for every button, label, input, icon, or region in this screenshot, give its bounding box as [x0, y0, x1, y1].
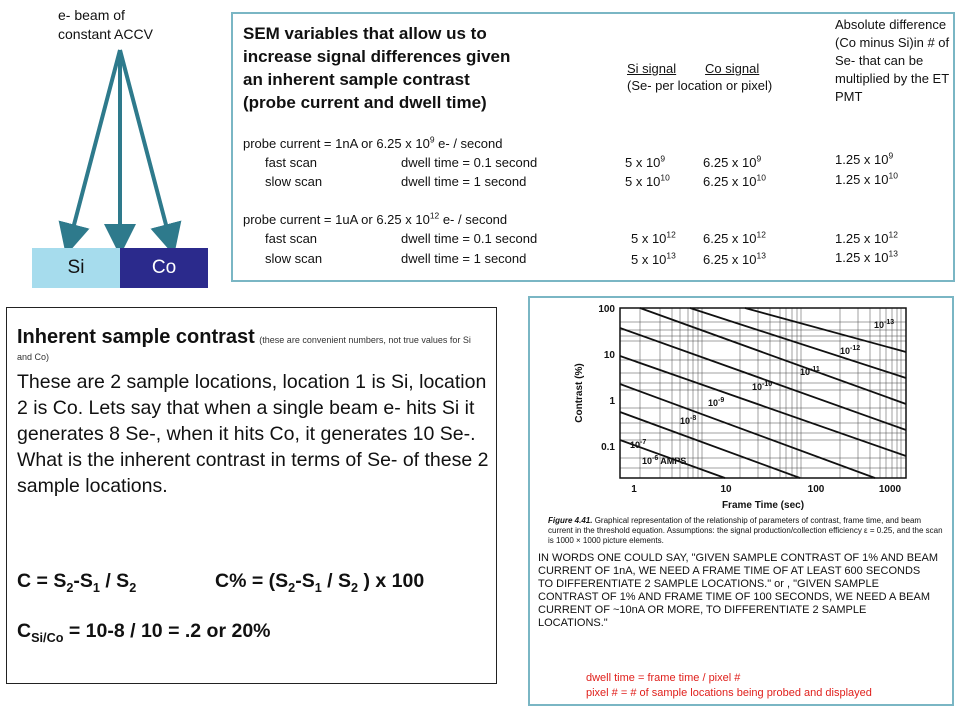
contrast-heading [17, 326, 487, 365]
label-e-6: $10^{-6}$ AMPS [642, 455, 687, 466]
row-1-co: 6.25 x $10^9$ [703, 153, 762, 170]
probe-current-2: probe current = 1uA or 6.25 x $10^{12}$ e- / second [243, 210, 508, 227]
row-2-diff: 1.25 x $10^{10}$ [835, 170, 898, 187]
contrast-body: These are 2 sample locations, location 1 is Si, location 2 is Co. Lets say that when a single beam e- hits Si it generates 8 Se-, when it hits Co, it generates 10 Se-. What is the inherent contrast in terms of Se- of these 2 sample locations. [17, 371, 489, 497]
x-tick-10: 10 [720, 484, 732, 495]
abs-difference-header: Absolute difference (Co minus Si)in # of Se- that can be multiplied by the ET PMT [835, 17, 950, 104]
sample-si: Si [32, 248, 120, 288]
sample-co: Co [120, 248, 208, 288]
y-tick-10: 10 [603, 350, 615, 361]
row-4-scan: slow scan [265, 251, 323, 266]
label-e-7: $10^{-7}$ [630, 439, 647, 450]
beam-label-line1: e- beam of [58, 7, 125, 23]
co-signal-header: Co signal [705, 61, 760, 76]
row-3-scan: fast scan [265, 231, 318, 246]
line-e-10 [620, 328, 906, 430]
label-e-11: $10^{-11}$ [800, 366, 820, 377]
in-words-note: IN WORDS ONE COULD SAY, "GIVEN SAMPLE CONTRAST OF 1% AND BEAM CURRENT OF 1nA, WE NEED A FRAME TIME OF AT LEAST 600 SECONDS TO DIFFERENTIATE 2 SAMPLE LOCATIONS." or , "GIVEN SAMPLE CONTRAST OF 1% AND FRAME TIME OF 100 SECONDS, WE NEED A BEAM CURRENT OF ~10nA OR MORE, TO DIFFERENTIATE 2 SAMPLE LOCATIONS." [538, 552, 938, 629]
row-3-si: 5 x $10^{12}$ [631, 229, 676, 246]
inherent-contrast-panel [6, 307, 497, 684]
row-4-diff: 1.25 x $10^{13}$ [835, 248, 898, 265]
x-tick-100: 100 [807, 484, 825, 495]
label-e-13: $10^{-13}$ [874, 319, 895, 330]
pixel-count-equation: pixel # = # of sample locations being probed and displayed [586, 687, 872, 699]
beam-arrow-right [120, 50, 170, 240]
label-e-9: $10^{-9}$ [708, 397, 725, 408]
row-4-co: 6.25 x $10^{13}$ [703, 250, 766, 267]
contrast-equation-1: $C = S_2-S_1 / S_2$ [17, 570, 137, 595]
contrast-title: Inherent sample contrast [17, 326, 255, 348]
figure-caption: Figure 4.41. Graphical representation of the relationship of parameters of contrast, frame time, and beam current in the threshold equation. Assumptions: the signal production/collection efficiency ε = 0.25, and the scan is 1000 × 1000 picture elements. [548, 516, 943, 545]
label-e-10: $10^{-10}$ [752, 381, 773, 392]
row-2-scan: slow scan [265, 174, 323, 189]
x-tick-1000: 1000 [878, 484, 902, 495]
current-lines [620, 308, 906, 478]
si-signal-header: Si signal [627, 61, 677, 76]
y-tick-100: 100 [598, 304, 615, 315]
y-axis-label: Contrast (%) [574, 363, 585, 423]
row-4-dwell: dwell time = 1 second [401, 251, 527, 266]
row-2-si: 5 x $10^{10}$ [625, 172, 670, 189]
contrast-note: (these are convenient numbers, not true values for Si and Co) [17, 335, 471, 362]
row-1-diff: 1.25 x $10^9$ [835, 150, 894, 167]
row-3-co: 6.25 x $10^{12}$ [703, 229, 766, 246]
label-e-8: $10^{-8}$ [680, 415, 697, 426]
threshold-plot [530, 298, 952, 528]
figure-panel [528, 296, 954, 706]
sem-title: SEM variables that allow us to increase signal differences given an inherent sample contrast (probe current and dwell time) [243, 24, 511, 112]
dwell-time-equation: dwell time = frame time / pixel # [586, 672, 741, 684]
signal-column-headers [627, 60, 772, 94]
row-1-dwell: dwell time = 0.1 second [401, 155, 538, 170]
contrast-equation-2: $C\% = (S_2-S_1 / S_2$ ) x 100 [215, 570, 425, 595]
label-e-12: $10^{-12}$ [840, 345, 861, 356]
row-3-diff: 1.25 x $10^{12}$ [835, 229, 898, 246]
row-4-si: 5 x $10^{13}$ [631, 250, 676, 267]
sem-variables-panel [231, 12, 955, 282]
signal-units: (Se- per location or pixel) [627, 78, 773, 93]
row-2-co: 6.25 x $10^{10}$ [703, 172, 766, 189]
beam-arrow-left [70, 50, 120, 240]
row-2-dwell: dwell time = 1 second [401, 174, 527, 189]
row-1-scan: fast scan [265, 155, 318, 170]
line-e-9 [620, 356, 906, 456]
probe-current-1: probe current = 1nA or 6.25 x $10^9$ e- / second [243, 134, 503, 151]
x-tick-1: 1 [631, 484, 637, 495]
x-axis-label: Frame Time (sec) [721, 500, 805, 511]
y-tick-0.1: 0.1 [601, 442, 615, 453]
beam-label [58, 6, 198, 44]
beam-label-line2: constant ACCV [58, 26, 153, 42]
row-1-si: 5 x $10^9$ [625, 153, 666, 170]
y-tick-1: 1 [609, 396, 615, 407]
row-3-dwell: dwell time = 0.1 second [401, 231, 538, 246]
beam-arrows-diagram [30, 40, 220, 255]
contrast-equation-3: $C_{Si/Co} = 10-8 / 10 = .2$ or 20% [17, 620, 271, 645]
